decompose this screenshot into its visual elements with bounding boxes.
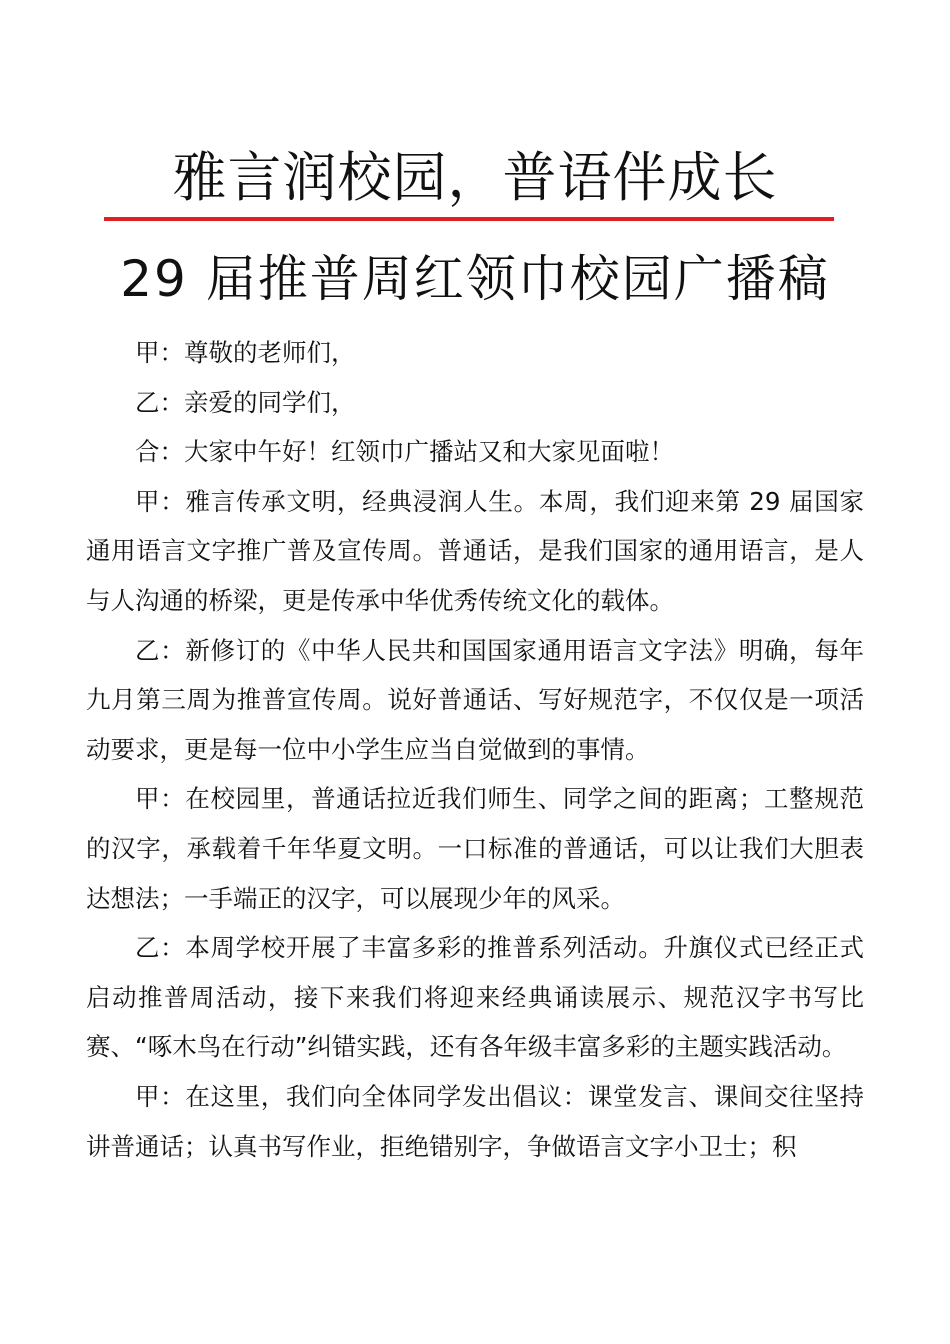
title-divider [104,217,834,221]
document-subtitle: 29 届推普周红领巾校园广播稿 [120,250,830,308]
paragraph-6: 甲：在校园里，普通话拉近我们师生、同学之间的距离；工整规范的汉字，承载着千年华夏文明。一口标准的普通话，可以让我们大胆表达想法；一手端正的汉字，可以展现少年的风采。 [86,784,864,913]
paragraph-3: 合：大家中午好！红领巾广播站又和大家见面啦！ [135,437,674,467]
document-body [86,328,864,1171]
paragraph-5: 乙：新修订的《中华人民共和国国家通用语言文字法》明确，每年九月第三周为推普宣传周。说好普通话、写好规范字，不仅仅是一项活动要求，更是每一位中小学生应当自觉做到的事情。 [86,635,864,764]
document-title: 雅言润校园，普语伴成长 [172,146,778,209]
paragraph-4: 甲：雅言传承文明，经典浸润人生。本周，我们迎来第 29 届国家通用语言文字推广普及宣传周。普通话，是我们国家的通用语言，是人与人沟通的桥梁，更是传承中华优秀传统文化的载体。 [86,486,864,615]
paragraph-2: 乙：亲爱的同学们， [135,387,356,417]
paragraph-7: 乙：本周学校开展了丰富多彩的推普系列活动。升旗仪式已经正式启动推普周活动，接下来我们将迎来经典诵读展示、规范汉字书写比赛、“啄木鸟在行动”纠错实践，还有各年级丰富多彩的主题实践活动。 [86,933,864,1062]
paragraph-8: 甲：在这里，我们向全体同学发出倡议：课堂发言、课间交往坚持讲普通话；认真书写作业，拒绝错别字，争做语言文字小卫士；积 [86,1081,864,1161]
paragraph-1: 甲：尊敬的老师们， [135,338,356,367]
